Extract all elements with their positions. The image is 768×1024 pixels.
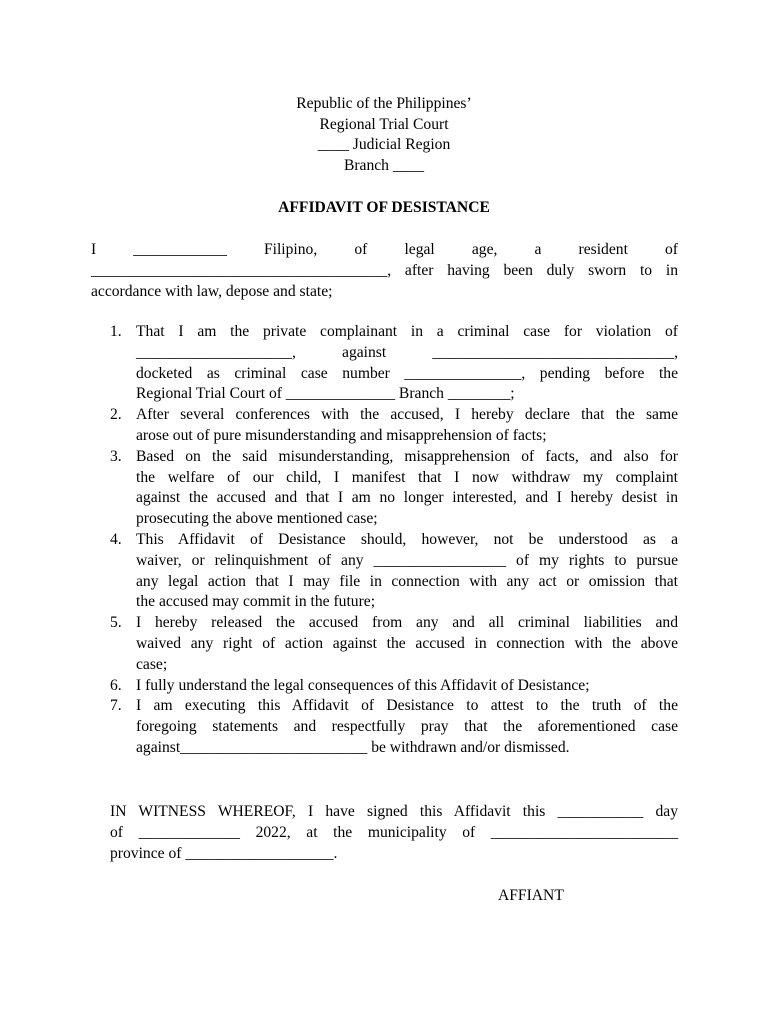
statement-item	[110, 613, 678, 675]
header-court: Regional Trial Court	[319, 115, 449, 133]
witness-line: of _____________ 2022, at the municipality of ________________________	[110, 823, 678, 841]
document-header	[0, 94, 768, 176]
item-line: against the accused and that I am no longer interested, and I hereby desist in	[136, 489, 678, 507]
item-line: foregoing statements and respectfully pray that the aforementioned case	[136, 718, 678, 736]
intro-line: accordance with law, depose and state;	[91, 282, 333, 300]
item-line: against________________________ be withdrawn and/or dismissed.	[136, 738, 570, 756]
item-number: 2.	[110, 406, 122, 424]
statement-list	[110, 322, 678, 759]
item-line: prosecuting the above mentioned case;	[136, 510, 378, 528]
statement-item	[110, 447, 678, 530]
statement-item	[110, 322, 678, 405]
item-line: the accused may commit in the future;	[136, 593, 376, 611]
item-line: That I am the private complainant in a criminal case for violation of	[136, 323, 678, 340]
intro-paragraph	[91, 240, 678, 302]
header-judicial-region: ____ Judicial Region	[317, 136, 451, 154]
intro-line: ______________________________________, after having been duly sworn to in	[91, 261, 678, 279]
item-line: the welfare of our child, I manifest that I now withdraw my complaint	[136, 468, 678, 486]
item-line: waived any right of action against the accused in connection with the above	[136, 634, 678, 652]
affiant-signature-label: AFFIANT	[498, 887, 564, 904]
item-line: Based on the said misunderstanding, misapprehension of facts, and also for	[136, 447, 678, 465]
item-line: Regional Trial Court of ______________ Branch ________;	[136, 385, 515, 403]
statement-item	[110, 696, 678, 758]
item-number: 3.	[110, 447, 122, 465]
document-title: AFFIDAVIT OF DESISTANCE	[278, 199, 490, 216]
item-line: arose out of pure misunderstanding and misapprehension of facts;	[136, 426, 547, 444]
item-line: After several conferences with the accused, I hereby declare that the same	[136, 406, 678, 424]
item-line: ____________________, against _______________________________,	[136, 343, 678, 361]
statement-item	[110, 405, 678, 447]
statement-item	[110, 676, 678, 697]
item-line: waiver, or relinquishment of any _________________ of my rights to pursue	[136, 551, 678, 569]
item-number: 6.	[110, 676, 122, 694]
statement-item	[110, 530, 678, 613]
intro-line: I ____________ Filipino, of legal age, a resident of	[91, 241, 678, 258]
header-branch: Branch ____	[343, 156, 425, 174]
item-line: docketed as criminal case number _______________, pending before the	[136, 364, 678, 382]
item-number: 5.	[110, 614, 122, 632]
witness-line: province of ___________________.	[110, 844, 338, 862]
witness-paragraph	[110, 802, 678, 864]
item-line: This Affidavit of Desistance should, however, not be understood as a	[136, 530, 678, 548]
item-line: case;	[136, 655, 168, 673]
item-line: I fully understand the legal consequences of this Affidavit of Desistance;	[136, 676, 590, 694]
header-republic: Republic of the Philippines’	[296, 95, 472, 112]
item-number: 7.	[110, 697, 122, 715]
item-number: 4.	[110, 530, 122, 548]
item-number: 1.	[110, 323, 122, 340]
item-line: any legal action that I may file in connection with any act or omission that	[136, 572, 678, 590]
item-line: I hereby released the accused from any and all criminal liabilities and	[136, 614, 678, 632]
item-line: I am executing this Affidavit of Desistance to attest to the truth of the	[136, 697, 678, 715]
witness-line: IN WITNESS WHEREOF, I have signed this Affidavit this ___________ day	[110, 803, 678, 820]
